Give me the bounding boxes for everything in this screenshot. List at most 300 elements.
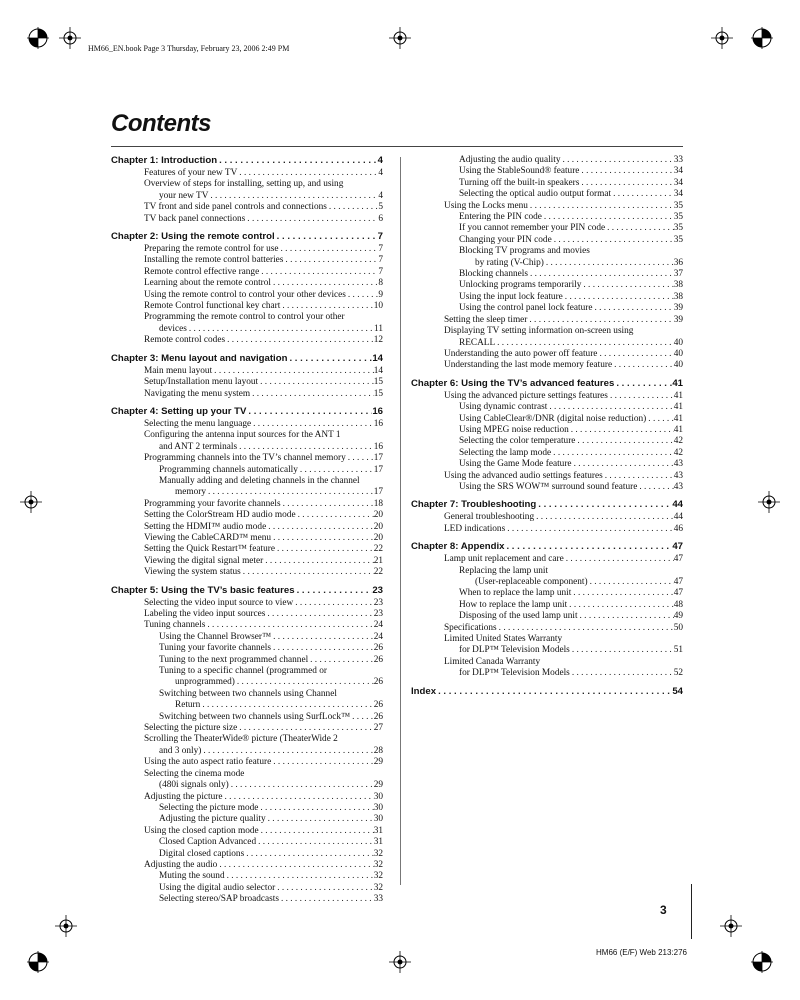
toc-entry-title: Unlocking programs temporarily (459, 280, 582, 291)
toc-page-number: 43 (673, 481, 683, 492)
toc-page-number: 30 (373, 802, 383, 813)
toc-page-number: 22 (373, 567, 383, 578)
dot-leader (346, 453, 374, 464)
toc-entry-title: Selecting the picture size (144, 723, 238, 734)
dot-leader (266, 522, 373, 533)
registration-mark-icon (27, 27, 49, 49)
toc-entry-title: Using the advanced picture settings features (444, 390, 608, 401)
toc-entry-title: Lamp unit replacement and care (444, 554, 564, 565)
dot-leader (235, 677, 374, 688)
toc-page-number: 8 (378, 278, 383, 289)
toc-page-number: 16 (372, 405, 383, 417)
toc-entry-title: Understanding the auto power off feature (444, 348, 598, 359)
dot-leader (579, 178, 673, 189)
registration-mark-icon (59, 27, 81, 49)
toc-page-number: 20 (373, 521, 383, 532)
toc-page-number: 41 (673, 424, 683, 435)
toc-entry (411, 471, 683, 482)
toc-entry-title: Installing the remote control batteries (144, 255, 284, 266)
registration-mark-icon (27, 951, 49, 973)
toc-chapter (111, 406, 383, 418)
dot-leader (570, 645, 674, 656)
toc-page-number: 43 (673, 470, 683, 481)
toc-page-number: 33 (373, 894, 383, 905)
toc-entry (411, 611, 683, 622)
dot-leader (223, 792, 374, 803)
toc-entry-title: Features of your new TV (144, 168, 238, 178)
toc-entry (411, 554, 683, 565)
toc-entry-title: Using the input lock feature (459, 291, 563, 302)
toc-entry-title: RECALL (459, 337, 496, 348)
toc-page-number: 35 (673, 234, 683, 245)
toc-entry: Displaying TV setting information on-screen using (444, 326, 634, 337)
dot-leader (608, 391, 674, 402)
toc-entry-title: (User-replaceable component) (475, 577, 588, 587)
toc-entry-title: Chapter 5: Using the TV’s basic features (111, 584, 295, 596)
toc-entry (411, 577, 683, 588)
dot-leader (259, 267, 378, 278)
toc-entry-title: Tuning to the next programmed channel (159, 654, 309, 665)
toc-entry-title: Switching between two channels using SurfLock™ (159, 711, 351, 722)
toc-entry (411, 201, 683, 212)
toc-page-number: 47 (673, 577, 683, 587)
toc-entry (411, 459, 683, 470)
toc-entry-title: Selecting stereo/SAP broadcasts (159, 894, 279, 905)
toc-entry-title: Chapter 2: Using the remote control (111, 231, 275, 243)
toc-entry (111, 883, 383, 894)
toc-page-number: 38 (673, 291, 683, 302)
toc-page-number: 16 (373, 418, 383, 429)
toc-entry-title: Using the Locks menu (444, 200, 528, 211)
dot-leader (575, 436, 673, 447)
toc-entry-title: TV front and side panel controls and connections (144, 202, 327, 213)
toc-page-number: 23 (372, 584, 383, 596)
toc-entry-title: Chapter 8: Appendix (411, 541, 505, 553)
dot-leader (504, 541, 672, 553)
toc-entry (111, 499, 383, 510)
dot-leader (244, 849, 374, 860)
dot-leader (605, 223, 674, 234)
toc-chapter (111, 155, 383, 167)
dot-leader (217, 860, 373, 871)
toc-entry-title: Using MPEG noise reduction (459, 424, 569, 435)
toc-entry (111, 894, 383, 905)
toc-entry-title: Selecting the video input source to view (144, 597, 294, 608)
toc-entry (411, 414, 683, 425)
toc-page-number: 51 (673, 645, 683, 656)
toc-entry (411, 212, 683, 223)
toc-page-number: 26 (373, 654, 383, 665)
toc-entry (111, 655, 383, 666)
dot-leader (350, 712, 374, 723)
toc-entry-title: for DLP™ Television Models (459, 645, 570, 656)
toc-page-number: 17 (373, 464, 383, 475)
dot-leader (528, 201, 674, 212)
dot-leader (567, 600, 674, 611)
toc-entry: Switching between two channels using Channel (159, 688, 337, 699)
dot-leader (245, 214, 378, 225)
toc-entry-title: Remote control codes (144, 335, 226, 346)
dot-leader (258, 803, 373, 814)
toc-entry (111, 389, 383, 400)
toc-entry (411, 258, 683, 269)
column-divider (400, 157, 401, 885)
toc-page-number: 15 (373, 377, 383, 388)
toc-entry (111, 814, 383, 825)
registration-mark-icon (720, 915, 742, 937)
dot-leader (564, 554, 674, 565)
toc-entry (111, 301, 383, 312)
dot-leader (308, 655, 374, 666)
toc-entry-title: Setting the ColorStream HD audio mode (144, 510, 296, 521)
dot-leader (637, 482, 673, 493)
toc-entry-title: Setting the Quick Restart™ feature (144, 544, 275, 555)
toc-entry-title: Chapter 3: Menu layout and navigation (111, 352, 288, 364)
dot-leader (229, 780, 374, 791)
toc-entry-title: Preparing the remote control for use (144, 244, 279, 255)
dot-leader (571, 588, 673, 599)
toc-entry (111, 860, 383, 871)
toc-entry-title: Muting the sound (159, 871, 225, 882)
toc-page-number: 20 (373, 532, 383, 543)
toc-entry: Replacing the lamp unit (459, 565, 549, 576)
dot-leader (250, 389, 374, 400)
dot-leader (201, 746, 373, 757)
toc-entry (111, 643, 383, 654)
toc-entry-title: If you cannot remember your PIN code (459, 223, 606, 234)
toc-right-column (411, 155, 683, 699)
dot-leader (551, 448, 674, 459)
dot-leader (552, 235, 674, 246)
toc-page-number: 4 (378, 168, 383, 178)
toc-entry-title: for DLP™ Television Models (459, 668, 570, 679)
toc-entry-title: Turning off the built-in speakers (459, 177, 580, 188)
registration-mark-icon (389, 27, 411, 49)
toc-entry-title: Viewing the system status (144, 567, 241, 578)
toc-page-number: 7 (378, 255, 383, 266)
toc-entry-title: Understanding the last mode memory feature (444, 360, 613, 371)
toc-entry (411, 436, 683, 447)
toc-entry: Tuning to a specific channel (programmed or (159, 666, 327, 677)
toc-page-number: 32 (373, 882, 383, 893)
toc-entry-title: Using the advanced audio settings features (444, 470, 603, 481)
toc-page-number: 15 (373, 388, 383, 399)
toc-entry (111, 366, 383, 377)
toc-entry (111, 780, 383, 791)
toc-page-number: 10 (373, 301, 383, 312)
toc-entry (411, 338, 683, 349)
dot-leader (536, 499, 672, 511)
toc-entry-title: Entering the PIN code (459, 212, 542, 223)
toc-page-number: 39 (673, 303, 683, 314)
dot-leader (225, 871, 374, 882)
toc-entry: Programming the remote control to control your other (144, 312, 345, 323)
dot-leader (603, 471, 674, 482)
toc-page-number: 32 (373, 848, 383, 859)
title-rule (111, 146, 683, 147)
dot-leader (293, 598, 373, 609)
toc-page-number: 41 (672, 377, 683, 389)
toc-entry-title: Chapter 1: Introduction (111, 155, 218, 166)
toc-page-number: 4 (378, 190, 383, 201)
dot-leader (283, 255, 378, 266)
dot-leader (256, 837, 374, 848)
toc-entry-title: Digital closed captions (159, 848, 245, 859)
toc-entry-title: Index (411, 685, 437, 697)
dot-leader (259, 826, 374, 837)
dot-leader (544, 258, 674, 269)
dot-leader (528, 269, 674, 280)
toc-entry (111, 335, 383, 346)
dot-leader (588, 577, 674, 588)
page-title: Contents (111, 110, 211, 137)
toc-entry-title: Changing your PIN code (459, 234, 552, 245)
toc-entry-title: (480i signals only) (159, 780, 229, 791)
toc-page-number: 41 (673, 413, 683, 424)
toc-entry (411, 360, 683, 371)
toc-page-number: 46 (673, 523, 683, 534)
toc-entry-title: Adjusting the picture (144, 791, 223, 802)
dot-leader (237, 442, 374, 453)
toc-entry-title: Setup/Installation menu layout (144, 377, 259, 388)
dot-leader (271, 533, 374, 544)
toc-entry-title: Remote Control functional key chart (144, 301, 281, 312)
toc-entry-title: Using the closed caption mode (144, 825, 259, 836)
toc-entry-title: Using the Game Mode feature (459, 459, 572, 470)
toc-entry (111, 677, 383, 688)
dot-leader (611, 189, 674, 200)
dot-leader (187, 324, 374, 335)
toc-entry-title: Tuning your favorite channels (159, 643, 271, 654)
toc-entry-title: unprogrammed) (175, 677, 235, 688)
dot-leader (579, 166, 673, 177)
toc-page-number: 43 (673, 459, 683, 470)
dot-leader (547, 402, 673, 413)
dot-leader (206, 487, 374, 498)
footer-code: HM66 (E/F) Web 213:276 (596, 948, 688, 957)
toc-entry-title: Labeling the video input sources (144, 609, 266, 619)
dot-leader (237, 723, 374, 734)
toc-page-number: 40 (673, 337, 683, 348)
toc-page-number: 47 (673, 588, 683, 599)
file-info-header: HM66_EN.book Page 3 Thursday, February 23, 2006 2:49 PM (88, 44, 290, 53)
toc-page-number: 7 (378, 266, 383, 277)
toc-left-column (111, 155, 383, 906)
trim-line (691, 884, 692, 939)
toc-entry (411, 235, 683, 246)
toc-entry-title: Programming channels automatically (159, 464, 298, 475)
toc-entry-title: Setting the sleep timer (444, 314, 528, 325)
toc-entry: Limited United States Warranty (444, 634, 563, 645)
toc-page-number: 29 (373, 757, 383, 768)
registration-mark-icon (711, 27, 733, 49)
toc-entry (411, 588, 683, 599)
toc-page-number: 34 (673, 166, 683, 177)
toc-page-number: 7 (377, 231, 383, 243)
registration-mark-icon (751, 27, 773, 49)
toc-page-number: 30 (373, 814, 383, 825)
dot-leader (237, 168, 378, 179)
dot-leader (275, 883, 374, 894)
registration-mark-icon (55, 915, 77, 937)
toc-page-number: 42 (673, 436, 683, 447)
toc-page-number: 44 (673, 512, 683, 523)
dot-leader (246, 406, 372, 418)
toc-entry (111, 556, 383, 567)
toc-page-number: 26 (373, 677, 383, 688)
toc-entry (111, 871, 383, 882)
toc-entry-title: Tuning channels (144, 620, 206, 631)
toc-entry: Overview of steps for installing, setting up, and using (144, 179, 344, 190)
toc-entry (411, 155, 683, 166)
toc-entry (411, 189, 683, 200)
toc-entry-title: Using the control panel lock feature (459, 303, 593, 314)
toc-entry-title: Chapter 4: Setting up your TV (111, 405, 247, 417)
toc-page-number: 36 (673, 257, 683, 268)
dot-leader (241, 567, 374, 578)
toc-entry-title: Using the remote control to control your other devices (144, 289, 346, 300)
registration-mark-icon (389, 951, 411, 973)
toc-entry-title: Main menu layout (144, 365, 213, 376)
toc-page-number: 14 (372, 352, 383, 364)
toc-entry (111, 620, 383, 631)
toc-page-number: 39 (673, 314, 683, 325)
toc-entry (411, 391, 683, 402)
toc-entry (411, 280, 683, 291)
toc-entry-title: Selecting the picture mode (159, 802, 259, 813)
toc-entry (111, 244, 383, 255)
toc-page-number: 21 (373, 555, 383, 566)
toc-entry-title: Learning about the remote control (144, 278, 272, 289)
registration-mark-icon (751, 951, 773, 973)
toc-entry-title: Using dynamic contrast (459, 402, 548, 413)
toc-entry-title: Using CableClear®/DNR (digital noise reduction) (459, 413, 647, 424)
toc-entry (111, 168, 383, 179)
toc-entry-title: Using the digital audio selector (159, 882, 276, 893)
toc-page-number: 30 (373, 791, 383, 802)
toc-page-number: 26 (373, 643, 383, 654)
toc-entry (111, 837, 383, 848)
toc-entry (411, 303, 683, 314)
toc-page-number: 4 (377, 155, 383, 166)
toc-entry (111, 522, 383, 533)
toc-page-number: 7 (378, 244, 383, 255)
toc-entry (111, 453, 383, 464)
toc-entry (111, 723, 383, 734)
toc-page-number: 42 (673, 447, 683, 458)
toc-page-number: 5 (378, 202, 383, 213)
toc-entry-title: Using the Channel Browser™ (159, 631, 272, 642)
toc-entry-title: How to replace the lamp unit (459, 599, 568, 610)
toc-page-number: 26 (373, 700, 383, 711)
toc-entry-title: Using the auto aspect ratio feature (144, 757, 272, 768)
dot-leader (279, 894, 374, 905)
toc-entry (411, 645, 683, 656)
toc-page-number: 27 (373, 723, 383, 734)
toc-entry-title: Programming channels into the TV’s channel memory (144, 453, 346, 464)
toc-entry (111, 567, 383, 578)
toc-entry (111, 419, 383, 430)
toc-entry-title: Using the SRS WOW™ surround sound feature (459, 481, 638, 492)
toc-entry-title: Remote control effective range (144, 266, 260, 277)
toc-page-number: 28 (373, 745, 383, 756)
toc-entry (411, 623, 683, 634)
toc-page-number: 41 (673, 390, 683, 401)
toc-entry-title: and ANT 2 terminals (159, 441, 238, 452)
toc-page-number: 47 (673, 554, 683, 565)
toc-entry (111, 290, 383, 301)
dot-leader (258, 377, 374, 388)
dot-leader (436, 686, 672, 698)
toc-entry: Limited Canada Warranty (444, 656, 541, 667)
toc-entry-title: Adjusting the audio quality (459, 155, 561, 165)
toc-page-number: 18 (373, 498, 383, 509)
toc-page-number: 47 (672, 541, 683, 553)
dot-leader (614, 378, 672, 390)
toc-page-number: 33 (673, 155, 683, 165)
dot-leader (225, 335, 374, 346)
toc-entry-title: Selecting the optical audio output format (459, 189, 612, 200)
dot-leader (578, 611, 674, 622)
toc-entry (411, 178, 683, 189)
dot-leader (597, 349, 673, 360)
toc-chapter (111, 231, 383, 243)
dot-leader (280, 301, 373, 312)
toc-entry: Scrolling the TheaterWide® picture (TheaterWide 2 (144, 734, 338, 745)
registration-mark-icon (758, 491, 780, 513)
dot-leader (271, 632, 374, 643)
dot-leader (208, 191, 378, 202)
toc-page-number: 32 (373, 871, 383, 882)
toc-page-number: 52 (673, 668, 683, 679)
dot-leader (263, 556, 373, 567)
toc-page-number: 32 (373, 859, 383, 870)
toc-entry (111, 191, 383, 202)
toc-entry-title: Adjusting the audio (144, 859, 218, 870)
dot-leader (534, 512, 674, 523)
toc-entry-title: When to replace the lamp unit (459, 588, 572, 599)
toc-page-number: 31 (373, 837, 383, 848)
toc-entry-title: Navigating the menu system (144, 388, 251, 399)
dot-leader (527, 315, 673, 326)
toc-page-number: 11 (374, 323, 383, 334)
dot-leader (346, 290, 378, 301)
toc-page-number: 54 (672, 685, 683, 697)
toc-entry (411, 448, 683, 459)
toc-entry-title: Disposing of the used lamp unit (459, 611, 578, 622)
toc-entry (111, 544, 383, 555)
toc-page-number: 40 (673, 348, 683, 359)
toc-page-number: 17 (373, 453, 383, 464)
dot-leader (217, 155, 378, 167)
toc-page-number: 16 (373, 441, 383, 452)
dot-leader (281, 499, 374, 510)
dot-leader (581, 280, 673, 291)
toc-entry-title: Programming your favorite channels (144, 498, 281, 509)
toc-page-number: 26 (373, 711, 383, 722)
registration-mark-icon (20, 491, 42, 513)
toc-entry (411, 349, 683, 360)
dot-leader (287, 353, 372, 365)
toc-entry (111, 465, 383, 476)
toc-entry-title: Selecting the lamp mode (459, 447, 552, 458)
toc-entry-title: Closed Caption Advanced (159, 837, 257, 848)
dot-leader (646, 414, 673, 425)
toc-entry (411, 269, 683, 280)
dot-leader (495, 338, 674, 349)
toc-chapter (411, 541, 683, 553)
toc-entry-title: Chapter 7: Troubleshooting (411, 499, 537, 511)
